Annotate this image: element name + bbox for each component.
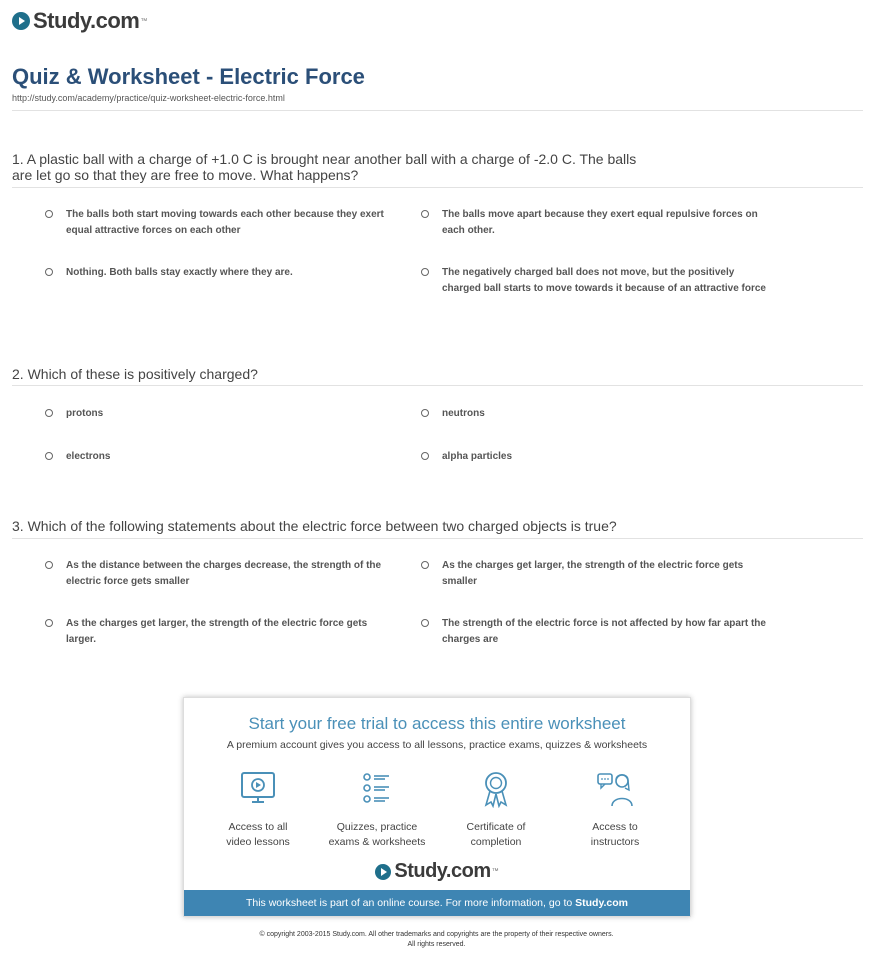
promo-title[interactable]: Start your free trial to access this entire worksheet (248, 714, 626, 733)
feature-certificate: Certificate of completion (436, 770, 556, 850)
radio-button[interactable] (45, 561, 53, 569)
radio-button[interactable] (421, 452, 429, 460)
radio-button[interactable] (421, 619, 429, 627)
radio-button[interactable] (45, 210, 53, 218)
radio-button[interactable] (45, 452, 53, 460)
feature-quizzes: Quizzes, practice exams & worksheets (317, 770, 437, 850)
radio-button[interactable] (421, 210, 429, 218)
page-url: http://study.com/academy/practice/quiz-worksheet-electric-force.html (12, 93, 285, 103)
divider (12, 385, 863, 386)
radio-button[interactable] (421, 268, 429, 276)
feature-instructors: Access to instructors (555, 770, 675, 850)
answer-option[interactable]: The negatively charged ball does not move, but the positively charged ball starts to move towards it because of an attractive force (421, 265, 766, 296)
page-title: Quiz & Worksheet - Electric Force (12, 64, 365, 89)
free-trial-promo[interactable] (183, 697, 691, 917)
study-logo[interactable]: Study.com ™ (12, 8, 147, 34)
answer-option[interactable]: As the charges get larger, the strength of the electric force gets larger. (45, 616, 390, 647)
answer-option[interactable]: Nothing. Both balls stay exactly where they are. (45, 265, 390, 281)
course-info-bar[interactable]: This worksheet is part of an online course. For more information, go to Study.com (184, 890, 690, 916)
answer-option[interactable]: protons (45, 406, 390, 422)
answer-option[interactable]: The strength of the electric force is not affected by how far apart the charges are (421, 616, 766, 647)
answer-option[interactable]: The balls move apart because they exert equal repulsive forces on each other. (421, 207, 766, 238)
radio-button[interactable] (45, 619, 53, 627)
study-link[interactable]: Study.com (575, 897, 629, 909)
radio-button[interactable] (45, 409, 53, 417)
answer-option[interactable]: As the charges get larger, the strength of the electric force gets smaller (421, 558, 766, 589)
quiz-list-icon (357, 770, 397, 808)
answer-option[interactable]: The balls both start moving towards each other because they exert equal attractive forces on each other (45, 207, 390, 238)
question-3: 3. Which of the following statements about the electric force between two charged objects is true? (12, 518, 617, 534)
video-lesson-icon (238, 770, 278, 808)
divider (12, 187, 863, 188)
promo-logo: Study.com ™ (184, 860, 690, 883)
promo-subtitle: A premium account gives you access to all lessons, practice exams, quizzes & worksheets (226, 739, 648, 751)
radio-button[interactable] (421, 409, 429, 417)
logo-text: Study.com (33, 8, 140, 33)
radio-button[interactable] (421, 561, 429, 569)
radio-button[interactable] (45, 268, 53, 276)
play-logo-icon (375, 864, 391, 880)
question-1: 1. A plastic ball with a charge of +1.0 C is brought near another ball with a charge of -2.0 C. The balls are let go so that they are free to move. What happens? (12, 151, 637, 183)
divider (12, 110, 863, 111)
answer-option[interactable]: As the distance between the charges decrease, the strength of the electric force gets smaller (45, 558, 390, 589)
divider (12, 538, 863, 539)
question-2: 2. Which of these is positively charged? (12, 366, 258, 382)
answer-option[interactable]: neutrons (421, 406, 766, 422)
answer-option[interactable]: electrons (45, 449, 390, 465)
play-logo-icon (12, 12, 30, 30)
instructor-icon (595, 770, 635, 808)
certificate-icon (476, 770, 516, 808)
answer-option[interactable]: alpha particles (421, 449, 766, 465)
feature-video-lessons: Access to all video lessons (198, 770, 318, 850)
copyright-notice: © copyright 2003-2015 Study.com. All other trademarks and copyrights are the property of their respective owners. All rights reserved. (259, 931, 614, 948)
